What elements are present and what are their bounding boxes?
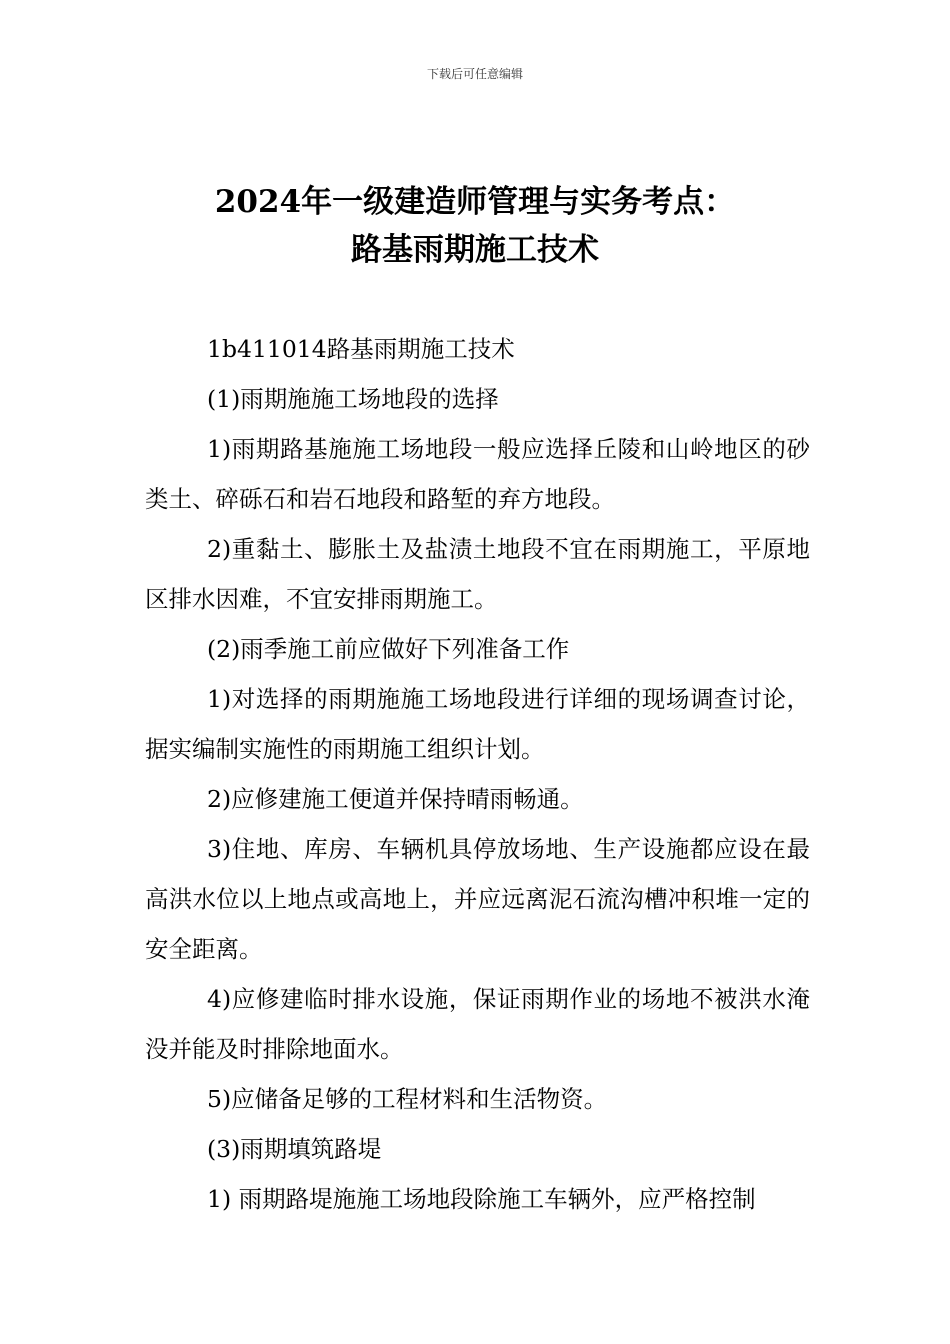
paragraph: 3)住地、库房、车辆机具停放场地、生产设施都应设在最高洪水位以上地点或高地上，并应远离泥石流沟槽冲积堆一定的安全距离。 [145, 835, 810, 963]
title-line-1: 2024年一级建造师管理与实务考点： [214, 184, 736, 220]
document-body [145, 324, 810, 1224]
paragraph: 4)应修建临时排水设施，保证雨期作业的场地不被洪水淹没并能及时排除地面水。 [145, 985, 810, 1063]
header-note: 下载后可任意编辑 [426, 67, 523, 81]
document-title [60, 178, 890, 274]
paragraph: 2)应修建施工便道并保持晴雨畅通。 [207, 785, 584, 813]
paragraph: 1)雨期路基施施工场地段一般应选择丘陵和山岭地区的砂类土、碎砾石和岩石地段和路堑的弃方地段。 [145, 435, 810, 513]
paragraph: 1)对选择的雨期施施工场地段进行详细的现场调查讨论，据实编制实施性的雨期施工组织计划。 [145, 685, 810, 763]
paragraph: 2)重黏土、膨胀土及盐渍土地段不宜在雨期施工，平原地区排水因难，不宜安排雨期施工。 [145, 535, 810, 613]
paragraph: 5)应储备足够的工程材料和生活物资。 [207, 1085, 608, 1113]
section-heading-1: (1)雨期施施工场地段的选择 [207, 385, 499, 413]
section-heading-2: (2)雨季施工前应做好下列准备工作 [207, 635, 570, 663]
title-line-2: 路基雨期施工技术 [351, 232, 599, 268]
section-heading-3: (3)雨期填筑路堤 [207, 1135, 382, 1163]
section-code-heading: 1b411014路基雨期施工技术 [207, 335, 515, 363]
paragraph: 1) 雨期路堤施施工场地段除施工车辆外，应严格控制 [207, 1185, 756, 1213]
